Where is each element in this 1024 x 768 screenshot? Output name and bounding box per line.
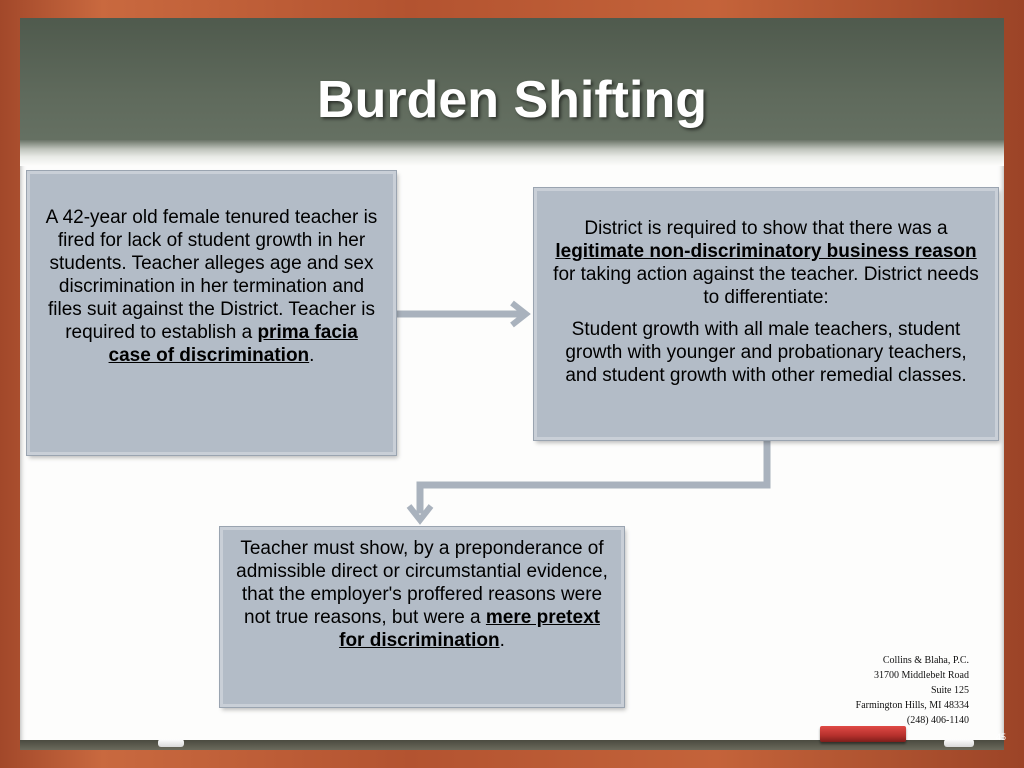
firm-name: Collins & Blaha, P.C.	[882, 655, 969, 666]
box1-text-end: .	[309, 345, 315, 366]
district-burden-box	[534, 188, 998, 440]
firm-suite: Suite 125	[930, 685, 969, 696]
chalkboard-slide	[20, 18, 1004, 748]
eraser	[820, 726, 906, 742]
firm-city: Farmington Hills, MI 48334	[855, 700, 969, 711]
box3-text: Teacher must show, by a preponderance of admissible direct or circumstantial evidence, that the employer's proffered reasons were not true reasons, but were a	[236, 538, 608, 628]
firm-phone: (248) 406-1140	[906, 715, 969, 726]
box1-text: A 42-year old female tenured teacher is fired for lack of student growth in her students. Teacher alleges age and sex discrimination in her termination and files suit against the District. Teacher is required to establish a	[45, 207, 378, 343]
chalk-piece-right	[944, 739, 974, 747]
box2-emphasis: legitimate non-discriminatory business reason	[555, 241, 977, 262]
box1-emphasis: prima facia case of discrimination	[108, 322, 358, 366]
prima-facie-box	[27, 171, 396, 455]
box2-text: District is required to show that there was a	[584, 218, 948, 239]
box3-emphasis: mere pretext for discrimination	[339, 607, 600, 651]
box2-paragraph2: Student growth with all male teachers, student growth with younger and probationary teachers, and student growth with other remedial classes.	[565, 319, 967, 386]
box3-text-end: .	[499, 630, 505, 651]
firm-street: 31700 Middlebelt Road	[874, 670, 969, 681]
firm-address	[749, 653, 969, 728]
pretext-box	[220, 527, 624, 707]
arrowhead-right	[512, 303, 526, 325]
slide-title: Burden Shifting	[317, 71, 707, 129]
slide-number: 45	[995, 732, 1006, 742]
arrow-box2-to-box3	[420, 442, 767, 510]
box2-text-end: for taking action against the teacher. District needs to differentiate:	[553, 264, 979, 308]
chalk-smudge	[20, 140, 1004, 166]
chalk-piece-left	[158, 739, 184, 747]
arrowhead-down	[409, 506, 431, 520]
